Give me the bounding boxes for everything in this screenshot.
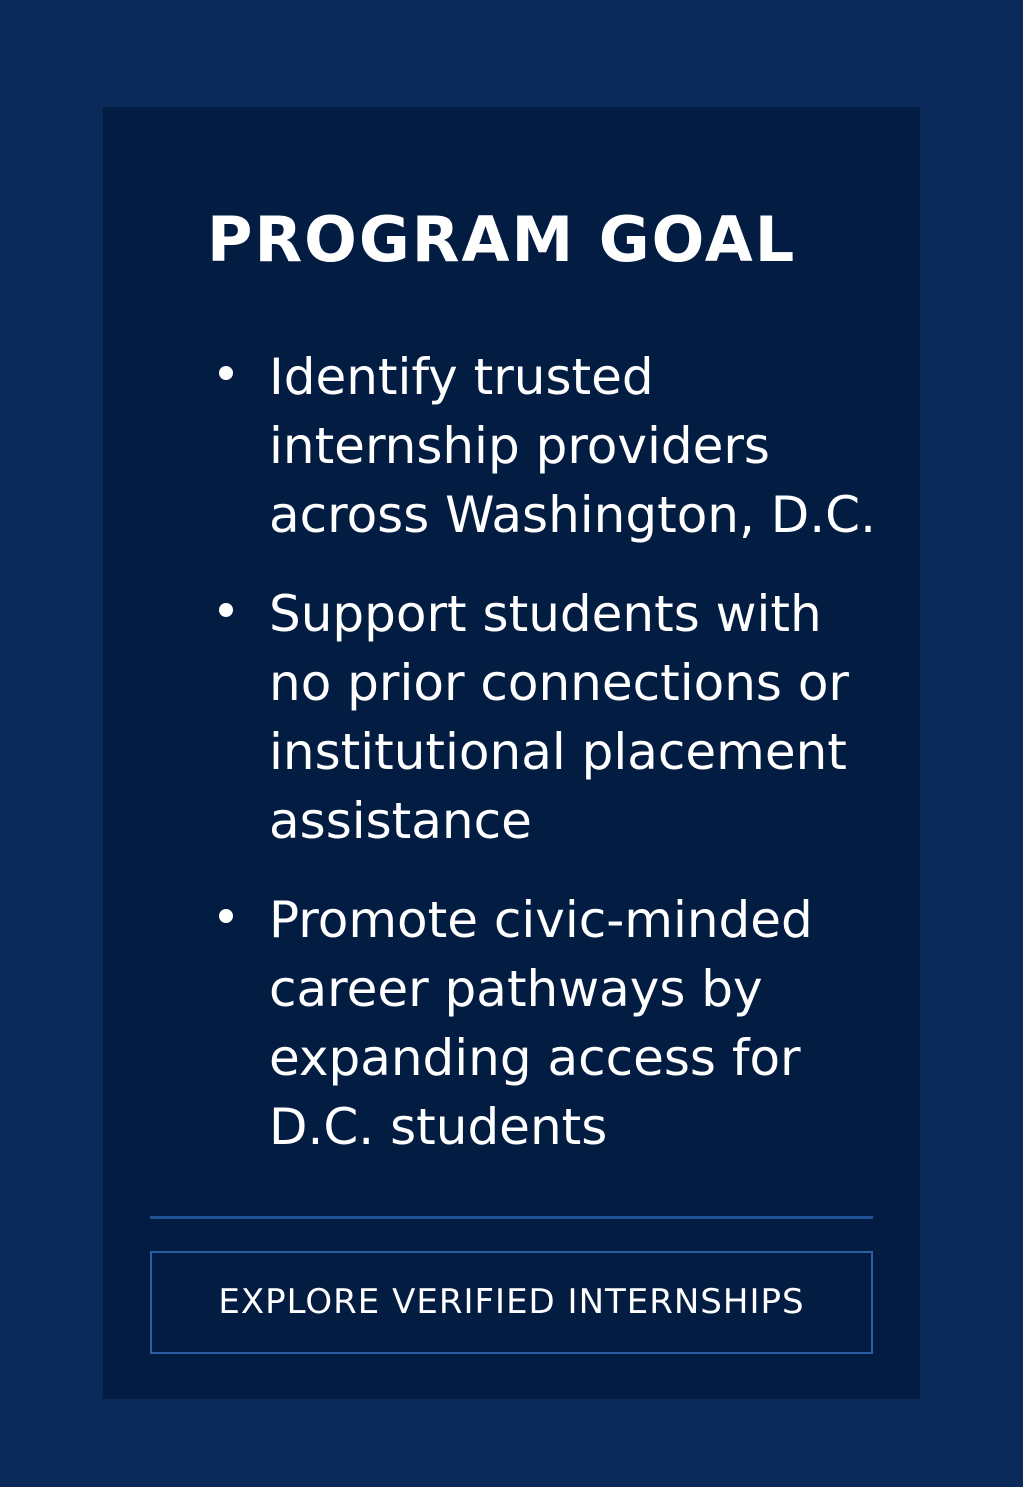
bullet-icon [219,603,233,617]
goal-text: Promote civic-minded career pathways by expanding access for D.C. students [269,891,813,1156]
goal-text: Support students with no prior connections or institutional placement assistance [269,585,849,850]
goal-text: Identify trusted internship providers across Washington, D.C. [269,348,876,544]
program-goal-card [103,107,920,1399]
explore-internships-button[interactable]: EXPLORE VERIFIED INTERNSHIPS [150,1251,873,1354]
bullet-icon [219,366,233,380]
goal-item [103,580,920,856]
card-title: PROGRAM GOAL [207,203,797,276]
goal-item [103,343,920,550]
bullet-icon [219,909,233,923]
goal-item [103,886,920,1162]
goal-list [103,343,920,1192]
divider [150,1216,873,1219]
